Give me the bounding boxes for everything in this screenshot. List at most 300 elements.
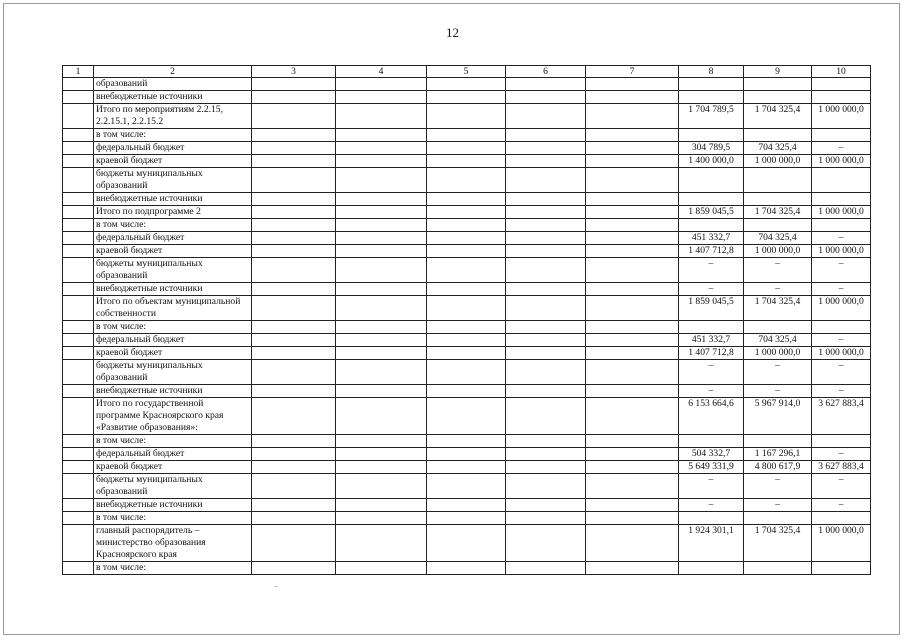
empty-cell-col-7 bbox=[586, 398, 679, 435]
empty-cell-col-3 bbox=[252, 104, 336, 129]
table-row bbox=[63, 142, 871, 155]
empty-cell-col-4 bbox=[336, 155, 427, 168]
value-cell-col-8 bbox=[679, 91, 744, 104]
empty-cell-col-4 bbox=[336, 129, 427, 142]
table-row bbox=[63, 296, 871, 321]
value-cell-col-10 bbox=[812, 78, 871, 91]
value-cell-col-8: – bbox=[679, 474, 744, 499]
empty-cell-col-3 bbox=[252, 499, 336, 512]
row-label: Итого по государственной программе Красноярского края «Развитие образования»: bbox=[94, 398, 252, 435]
empty-cell-col-4 bbox=[336, 385, 427, 398]
empty-cell-col-7 bbox=[586, 193, 679, 206]
empty-cell-col-6 bbox=[506, 461, 586, 474]
value-cell-col-8: 6 153 664,6 bbox=[679, 398, 744, 435]
empty-cell-col-1 bbox=[63, 78, 94, 91]
empty-cell-col-4 bbox=[336, 347, 427, 360]
value-cell-col-8 bbox=[679, 321, 744, 334]
empty-cell-col-3 bbox=[252, 142, 336, 155]
row-label: федеральный бюджет bbox=[94, 448, 252, 461]
value-cell-col-8: – bbox=[679, 499, 744, 512]
value-cell-col-8: 1 859 045,5 bbox=[679, 296, 744, 321]
value-cell-col-8: – bbox=[679, 283, 744, 296]
value-cell-col-10 bbox=[812, 562, 871, 575]
empty-cell-col-6 bbox=[506, 512, 586, 525]
table-row bbox=[63, 245, 871, 258]
empty-cell-col-7 bbox=[586, 206, 679, 219]
empty-cell-col-3 bbox=[252, 562, 336, 575]
row-label: главный распорядитель – министерство образования Красноярского края bbox=[94, 525, 252, 562]
empty-cell-col-7 bbox=[586, 474, 679, 499]
value-cell-col-10: 3 627 883,4 bbox=[812, 461, 871, 474]
value-cell-col-8: 1 859 045,5 bbox=[679, 206, 744, 219]
row-label: Итого по объектам муниципальной собственности bbox=[94, 296, 252, 321]
empty-cell-col-1 bbox=[63, 435, 94, 448]
empty-cell-col-4 bbox=[336, 283, 427, 296]
empty-cell-col-6 bbox=[506, 219, 586, 232]
table-row bbox=[63, 232, 871, 245]
empty-cell-col-3 bbox=[252, 474, 336, 499]
value-cell-col-10 bbox=[812, 129, 871, 142]
empty-cell-col-5 bbox=[427, 168, 506, 193]
column-header-6: 6 bbox=[506, 66, 586, 78]
empty-cell-col-4 bbox=[336, 142, 427, 155]
empty-cell-col-5 bbox=[427, 193, 506, 206]
empty-cell-col-5 bbox=[427, 91, 506, 104]
row-label: федеральный бюджет bbox=[94, 232, 252, 245]
table-row bbox=[63, 258, 871, 283]
row-label: в том числе: bbox=[94, 129, 252, 142]
empty-cell-col-4 bbox=[336, 562, 427, 575]
empty-cell-col-6 bbox=[506, 474, 586, 499]
empty-cell-col-5 bbox=[427, 219, 506, 232]
empty-cell-col-1 bbox=[63, 499, 94, 512]
value-cell-col-9: – bbox=[744, 499, 812, 512]
value-cell-col-8: 504 332,7 bbox=[679, 448, 744, 461]
empty-cell-col-7 bbox=[586, 91, 679, 104]
row-label: внебюджетные источники bbox=[94, 283, 252, 296]
value-cell-col-9: 4 800 617,9 bbox=[744, 461, 812, 474]
empty-cell-col-7 bbox=[586, 360, 679, 385]
empty-cell-col-1 bbox=[63, 562, 94, 575]
page-number: 12 bbox=[446, 25, 459, 40]
value-cell-col-9 bbox=[744, 512, 812, 525]
empty-cell-col-4 bbox=[336, 360, 427, 385]
empty-cell-col-4 bbox=[336, 104, 427, 129]
budget-table bbox=[62, 65, 871, 575]
value-cell-col-9: 1 000 000,0 bbox=[744, 245, 812, 258]
empty-cell-col-5 bbox=[427, 499, 506, 512]
empty-cell-col-3 bbox=[252, 461, 336, 474]
empty-cell-col-4 bbox=[336, 512, 427, 525]
empty-cell-col-1 bbox=[63, 193, 94, 206]
empty-cell-col-5 bbox=[427, 321, 506, 334]
column-header-7: 7 bbox=[586, 66, 679, 78]
empty-cell-col-5 bbox=[427, 232, 506, 245]
empty-cell-col-4 bbox=[336, 499, 427, 512]
value-cell-col-8 bbox=[679, 129, 744, 142]
column-header-9: 9 bbox=[744, 66, 812, 78]
value-cell-col-9 bbox=[744, 435, 812, 448]
empty-cell-col-1 bbox=[63, 283, 94, 296]
column-header-3: 3 bbox=[252, 66, 336, 78]
empty-cell-col-6 bbox=[506, 334, 586, 347]
empty-cell-col-1 bbox=[63, 360, 94, 385]
row-label: бюджеты муниципальных образований bbox=[94, 360, 252, 385]
value-cell-col-10 bbox=[812, 168, 871, 193]
empty-cell-col-7 bbox=[586, 104, 679, 129]
empty-cell-col-3 bbox=[252, 129, 336, 142]
empty-cell-col-4 bbox=[336, 448, 427, 461]
empty-cell-col-4 bbox=[336, 91, 427, 104]
empty-cell-col-5 bbox=[427, 398, 506, 435]
empty-cell-col-5 bbox=[427, 385, 506, 398]
value-cell-col-9: 704 325,4 bbox=[744, 142, 812, 155]
value-cell-col-10: – bbox=[812, 360, 871, 385]
empty-cell-col-1 bbox=[63, 321, 94, 334]
value-cell-col-8: 451 332,7 bbox=[679, 334, 744, 347]
column-header-10: 10 bbox=[812, 66, 871, 78]
empty-cell-col-6 bbox=[506, 283, 586, 296]
empty-cell-col-3 bbox=[252, 245, 336, 258]
value-cell-col-10: 1 000 000,0 bbox=[812, 206, 871, 219]
row-label: образований bbox=[94, 78, 252, 91]
row-label: в том числе: bbox=[94, 321, 252, 334]
empty-cell-col-4 bbox=[336, 525, 427, 562]
empty-cell-col-5 bbox=[427, 360, 506, 385]
empty-cell-col-4 bbox=[336, 296, 427, 321]
empty-cell-col-4 bbox=[336, 78, 427, 91]
empty-cell-col-1 bbox=[63, 206, 94, 219]
value-cell-col-9: 1 167 296,1 bbox=[744, 448, 812, 461]
row-label: в том числе: bbox=[94, 219, 252, 232]
value-cell-col-10: 1 000 000,0 bbox=[812, 155, 871, 168]
row-label: бюджеты муниципальных образований bbox=[94, 258, 252, 283]
row-label: бюджеты муниципальных образований bbox=[94, 474, 252, 499]
value-cell-col-8 bbox=[679, 193, 744, 206]
empty-cell-col-5 bbox=[427, 461, 506, 474]
value-cell-col-8 bbox=[679, 435, 744, 448]
value-cell-col-10: 1 000 000,0 bbox=[812, 525, 871, 562]
value-cell-col-9: 704 325,4 bbox=[744, 334, 812, 347]
table-row bbox=[63, 360, 871, 385]
empty-cell-col-1 bbox=[63, 398, 94, 435]
empty-cell-col-6 bbox=[506, 142, 586, 155]
value-cell-col-10 bbox=[812, 219, 871, 232]
empty-cell-col-5 bbox=[427, 206, 506, 219]
table-row bbox=[63, 219, 871, 232]
empty-cell-col-4 bbox=[336, 245, 427, 258]
empty-cell-col-1 bbox=[63, 232, 94, 245]
value-cell-col-10: 1 000 000,0 bbox=[812, 245, 871, 258]
empty-cell-col-1 bbox=[63, 155, 94, 168]
value-cell-col-10 bbox=[812, 193, 871, 206]
empty-cell-col-7 bbox=[586, 168, 679, 193]
value-cell-col-10 bbox=[812, 321, 871, 334]
empty-cell-col-6 bbox=[506, 296, 586, 321]
value-cell-col-9 bbox=[744, 129, 812, 142]
empty-cell-col-4 bbox=[336, 219, 427, 232]
table-row bbox=[63, 474, 871, 499]
empty-cell-col-5 bbox=[427, 474, 506, 499]
empty-cell-col-3 bbox=[252, 347, 336, 360]
value-cell-col-10: – bbox=[812, 448, 871, 461]
value-cell-col-9 bbox=[744, 562, 812, 575]
value-cell-col-10: – bbox=[812, 385, 871, 398]
table-row bbox=[63, 206, 871, 219]
row-label: краевой бюджет bbox=[94, 347, 252, 360]
empty-cell-col-6 bbox=[506, 435, 586, 448]
empty-cell-col-6 bbox=[506, 448, 586, 461]
empty-cell-col-5 bbox=[427, 78, 506, 91]
row-label: внебюджетные источники bbox=[94, 193, 252, 206]
empty-cell-col-4 bbox=[336, 321, 427, 334]
empty-cell-col-7 bbox=[586, 448, 679, 461]
row-label: федеральный бюджет bbox=[94, 142, 252, 155]
value-cell-col-8: 304 789,5 bbox=[679, 142, 744, 155]
row-label: краевой бюджет bbox=[94, 461, 252, 474]
empty-cell-col-6 bbox=[506, 499, 586, 512]
value-cell-col-9: 1 000 000,0 bbox=[744, 347, 812, 360]
empty-cell-col-5 bbox=[427, 334, 506, 347]
empty-cell-col-1 bbox=[63, 104, 94, 129]
empty-cell-col-5 bbox=[427, 347, 506, 360]
empty-cell-col-7 bbox=[586, 499, 679, 512]
table-row bbox=[63, 385, 871, 398]
empty-cell-col-1 bbox=[63, 142, 94, 155]
empty-cell-col-3 bbox=[252, 321, 336, 334]
value-cell-col-10: – bbox=[812, 258, 871, 283]
empty-cell-col-7 bbox=[586, 562, 679, 575]
empty-cell-col-3 bbox=[252, 168, 336, 193]
empty-cell-col-1 bbox=[63, 512, 94, 525]
value-cell-col-10: – bbox=[812, 232, 871, 245]
empty-cell-col-6 bbox=[506, 360, 586, 385]
empty-cell-col-3 bbox=[252, 206, 336, 219]
value-cell-col-10: 1 000 000,0 bbox=[812, 347, 871, 360]
empty-cell-col-1 bbox=[63, 219, 94, 232]
value-cell-col-8: – bbox=[679, 360, 744, 385]
table-row bbox=[63, 168, 871, 193]
empty-cell-col-6 bbox=[506, 258, 586, 283]
value-cell-col-10 bbox=[812, 435, 871, 448]
value-cell-col-8 bbox=[679, 78, 744, 91]
empty-cell-col-3 bbox=[252, 258, 336, 283]
empty-cell-col-1 bbox=[63, 525, 94, 562]
empty-cell-col-1 bbox=[63, 91, 94, 104]
row-label: внебюджетные источники bbox=[94, 385, 252, 398]
empty-cell-col-4 bbox=[336, 461, 427, 474]
value-cell-col-9: 1 704 325,4 bbox=[744, 296, 812, 321]
row-label: в том числе: bbox=[94, 435, 252, 448]
row-label: краевой бюджет bbox=[94, 245, 252, 258]
empty-cell-col-5 bbox=[427, 525, 506, 562]
empty-cell-col-7 bbox=[586, 129, 679, 142]
empty-cell-col-1 bbox=[63, 168, 94, 193]
empty-cell-col-6 bbox=[506, 91, 586, 104]
empty-cell-col-6 bbox=[506, 193, 586, 206]
value-cell-col-9: 1 704 325,4 bbox=[744, 104, 812, 129]
table-row bbox=[63, 104, 871, 129]
empty-cell-col-7 bbox=[586, 334, 679, 347]
empty-cell-col-5 bbox=[427, 283, 506, 296]
empty-cell-col-4 bbox=[336, 398, 427, 435]
empty-cell-col-7 bbox=[586, 435, 679, 448]
value-cell-col-9: 5 967 914,0 bbox=[744, 398, 812, 435]
empty-cell-col-3 bbox=[252, 385, 336, 398]
row-label: внебюджетные источники bbox=[94, 499, 252, 512]
value-cell-col-10: – bbox=[812, 334, 871, 347]
value-cell-col-9 bbox=[744, 321, 812, 334]
value-cell-col-10: – bbox=[812, 142, 871, 155]
value-cell-col-8 bbox=[679, 562, 744, 575]
empty-cell-col-5 bbox=[427, 258, 506, 283]
value-cell-col-8: 1 400 000,0 bbox=[679, 155, 744, 168]
empty-cell-col-7 bbox=[586, 461, 679, 474]
empty-cell-col-3 bbox=[252, 155, 336, 168]
value-cell-col-8: 1 924 301,1 bbox=[679, 525, 744, 562]
table-row bbox=[63, 283, 871, 296]
empty-cell-col-7 bbox=[586, 232, 679, 245]
empty-cell-col-6 bbox=[506, 168, 586, 193]
empty-cell-col-3 bbox=[252, 435, 336, 448]
empty-cell-col-6 bbox=[506, 206, 586, 219]
row-label: федеральный бюджет bbox=[94, 334, 252, 347]
value-cell-col-8 bbox=[679, 219, 744, 232]
empty-cell-col-1 bbox=[63, 296, 94, 321]
empty-cell-col-5 bbox=[427, 129, 506, 142]
column-header-5: 5 bbox=[427, 66, 506, 78]
empty-cell-col-7 bbox=[586, 219, 679, 232]
row-label: краевой бюджет bbox=[94, 155, 252, 168]
empty-cell-col-3 bbox=[252, 334, 336, 347]
empty-cell-col-7 bbox=[586, 525, 679, 562]
value-cell-col-10: 3 627 883,4 bbox=[812, 398, 871, 435]
value-cell-col-10: 1 000 000,0 bbox=[812, 104, 871, 129]
scan-artifact bbox=[275, 586, 278, 587]
empty-cell-col-6 bbox=[506, 104, 586, 129]
empty-cell-col-6 bbox=[506, 129, 586, 142]
empty-cell-col-3 bbox=[252, 78, 336, 91]
empty-cell-col-1 bbox=[63, 245, 94, 258]
empty-cell-col-3 bbox=[252, 525, 336, 562]
empty-cell-col-4 bbox=[336, 435, 427, 448]
empty-cell-col-6 bbox=[506, 245, 586, 258]
value-cell-col-9 bbox=[744, 168, 812, 193]
value-cell-col-10 bbox=[812, 91, 871, 104]
value-cell-col-8: 1 704 789,5 bbox=[679, 104, 744, 129]
empty-cell-col-1 bbox=[63, 334, 94, 347]
row-label: в том числе: bbox=[94, 512, 252, 525]
table-row bbox=[63, 78, 871, 91]
empty-cell-col-7 bbox=[586, 512, 679, 525]
value-cell-col-9: – bbox=[744, 474, 812, 499]
empty-cell-col-6 bbox=[506, 321, 586, 334]
column-header-1: 1 bbox=[63, 66, 94, 78]
value-cell-col-8: 451 332,7 bbox=[679, 232, 744, 245]
table-row bbox=[63, 321, 871, 334]
value-cell-col-9: – bbox=[744, 283, 812, 296]
table-row bbox=[63, 448, 871, 461]
column-header-8: 8 bbox=[679, 66, 744, 78]
empty-cell-col-1 bbox=[63, 448, 94, 461]
empty-cell-col-7 bbox=[586, 155, 679, 168]
value-cell-col-10 bbox=[812, 512, 871, 525]
value-cell-col-8: 5 649 331,9 bbox=[679, 461, 744, 474]
empty-cell-col-3 bbox=[252, 193, 336, 206]
empty-cell-col-7 bbox=[586, 258, 679, 283]
empty-cell-col-3 bbox=[252, 398, 336, 435]
table-row bbox=[63, 155, 871, 168]
empty-cell-col-6 bbox=[506, 155, 586, 168]
value-cell-col-9 bbox=[744, 193, 812, 206]
empty-cell-col-3 bbox=[252, 219, 336, 232]
column-header-4: 4 bbox=[336, 66, 427, 78]
empty-cell-col-3 bbox=[252, 232, 336, 245]
value-cell-col-9: 1 704 325,4 bbox=[744, 525, 812, 562]
empty-cell-col-5 bbox=[427, 296, 506, 321]
empty-cell-col-7 bbox=[586, 296, 679, 321]
empty-cell-col-5 bbox=[427, 562, 506, 575]
empty-cell-col-5 bbox=[427, 435, 506, 448]
empty-cell-col-1 bbox=[63, 474, 94, 499]
column-header-2: 2 bbox=[94, 66, 252, 78]
empty-cell-col-4 bbox=[336, 168, 427, 193]
row-label: в том числе: bbox=[94, 562, 252, 575]
empty-cell-col-1 bbox=[63, 461, 94, 474]
table-row bbox=[63, 347, 871, 360]
empty-cell-col-3 bbox=[252, 296, 336, 321]
empty-cell-col-5 bbox=[427, 245, 506, 258]
empty-cell-col-7 bbox=[586, 78, 679, 91]
value-cell-col-8 bbox=[679, 512, 744, 525]
empty-cell-col-6 bbox=[506, 562, 586, 575]
empty-cell-col-6 bbox=[506, 232, 586, 245]
value-cell-col-10: – bbox=[812, 499, 871, 512]
empty-cell-col-6 bbox=[506, 78, 586, 91]
empty-cell-col-3 bbox=[252, 283, 336, 296]
value-cell-col-10: 1 000 000,0 bbox=[812, 296, 871, 321]
empty-cell-col-7 bbox=[586, 142, 679, 155]
empty-cell-col-6 bbox=[506, 385, 586, 398]
empty-cell-col-4 bbox=[336, 232, 427, 245]
empty-cell-col-6 bbox=[506, 398, 586, 435]
empty-cell-col-7 bbox=[586, 283, 679, 296]
empty-cell-col-4 bbox=[336, 258, 427, 283]
value-cell-col-9: 704 325,4 bbox=[744, 232, 812, 245]
empty-cell-col-7 bbox=[586, 245, 679, 258]
empty-cell-col-6 bbox=[506, 525, 586, 562]
value-cell-col-9 bbox=[744, 91, 812, 104]
value-cell-col-8 bbox=[679, 168, 744, 193]
empty-cell-col-4 bbox=[336, 193, 427, 206]
empty-cell-col-6 bbox=[506, 347, 586, 360]
empty-cell-col-1 bbox=[63, 385, 94, 398]
row-label: внебюджетные источники bbox=[94, 91, 252, 104]
value-cell-col-8: – bbox=[679, 385, 744, 398]
empty-cell-col-1 bbox=[63, 129, 94, 142]
value-cell-col-9 bbox=[744, 219, 812, 232]
table-row bbox=[63, 334, 871, 347]
table-row bbox=[63, 512, 871, 525]
empty-cell-col-5 bbox=[427, 512, 506, 525]
row-label: бюджеты муниципальных образований bbox=[94, 168, 252, 193]
empty-cell-col-5 bbox=[427, 142, 506, 155]
row-label: Итого по мероприятиям 2.2.15, 2.2.15.1, 2.2.15.2 bbox=[94, 104, 252, 129]
table-row bbox=[63, 525, 871, 562]
empty-cell-col-3 bbox=[252, 448, 336, 461]
empty-cell-col-5 bbox=[427, 155, 506, 168]
empty-cell-col-7 bbox=[586, 385, 679, 398]
